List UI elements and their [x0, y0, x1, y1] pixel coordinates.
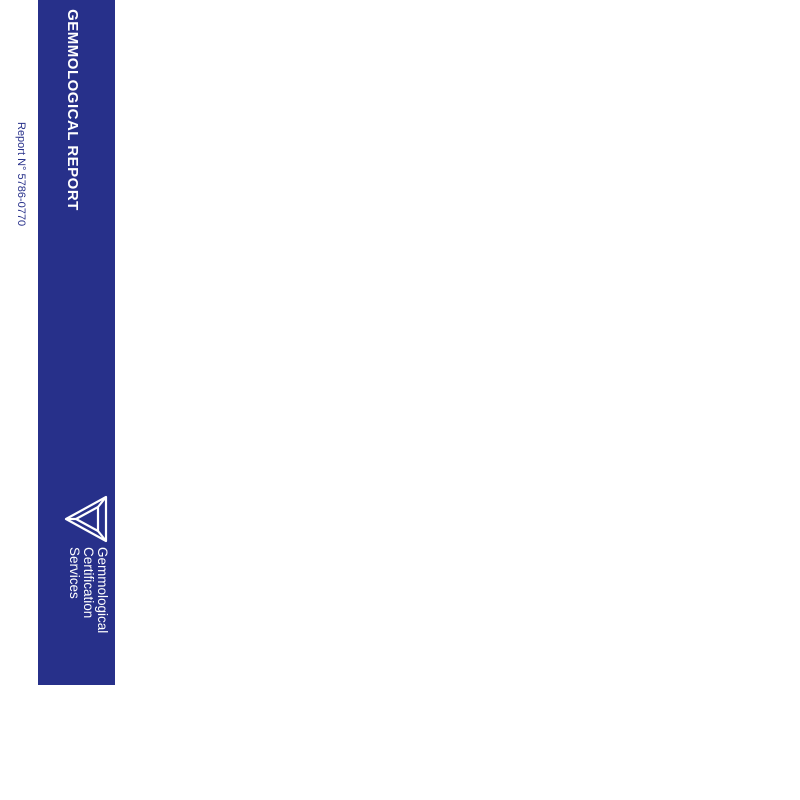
report-banner	[38, 0, 115, 685]
brand-line-3: Services	[67, 547, 82, 599]
gcs-logo-icon	[60, 493, 112, 545]
report-number: Report N° 5786-0770	[15, 122, 27, 227]
report-title: GEMMOLOGICAL REPORT	[64, 9, 81, 211]
certificate-sheet	[0, 0, 115, 685]
brand-line-1: Gemmological	[95, 547, 110, 634]
brand-line-2: Certification	[81, 547, 96, 619]
brand-name	[67, 547, 109, 633]
